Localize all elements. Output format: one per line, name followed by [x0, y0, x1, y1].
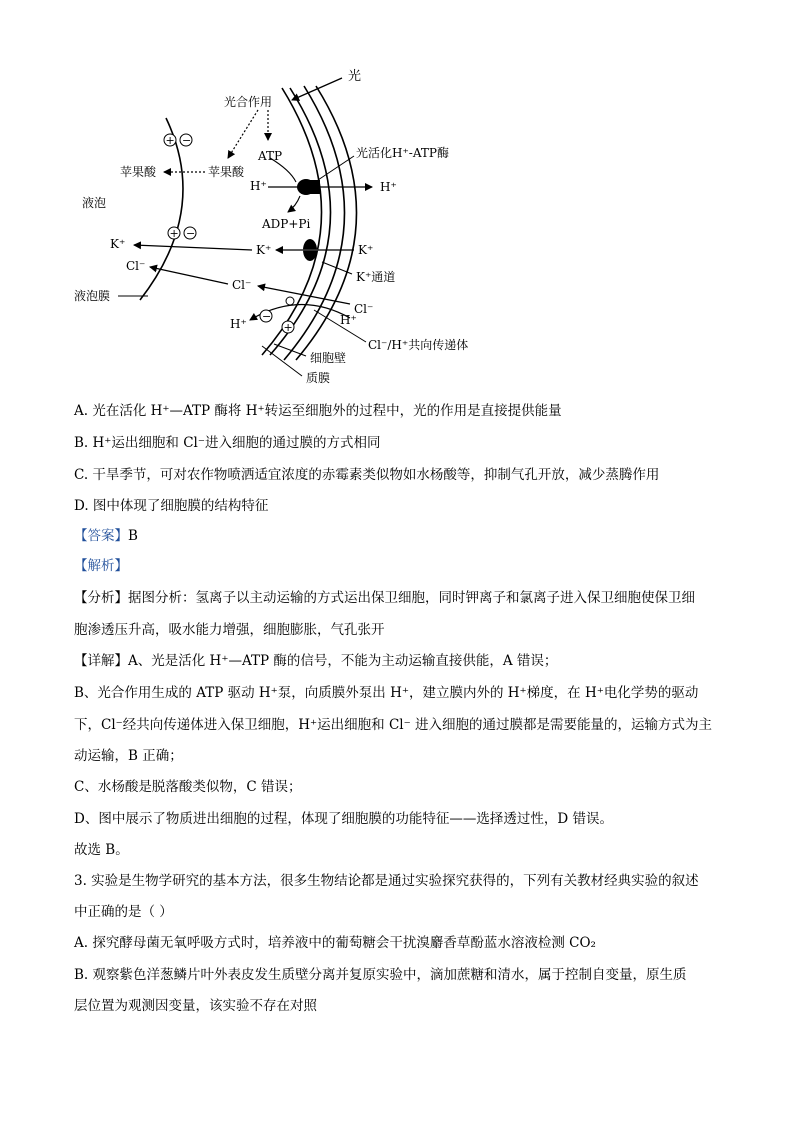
svg-text:+: +: [165, 134, 175, 147]
answer-line: [74, 527, 138, 545]
photosynthesis-label: 光合作用: [224, 95, 273, 109]
detail-line-7: 故选 B。: [74, 842, 129, 858]
k-middle-label: K⁺: [256, 243, 272, 257]
option-c: C. 干旱季节，可对农作物喷洒适宜浓度的赤霉素类似物如水杨酸等，抑制气孔开放，减少蒸腾作用: [74, 467, 660, 483]
answer-value: B: [128, 528, 138, 544]
tonoplast-label: 液泡膜: [74, 289, 111, 303]
detail-line-1: 【详解】A、光是活化 H⁺—ATP 酶的信号，不能为主动运输直接供能，A 错误；: [74, 653, 558, 669]
detail-line-4: 动运输，B 正确；: [74, 748, 183, 764]
cl-vacuole-label: Cl⁻: [126, 259, 146, 273]
analysis-label: 【解析】: [74, 558, 128, 574]
k-channel-label: K⁺通道: [356, 270, 396, 284]
guard-cell-transport-diagram: [0, 0, 794, 395]
malic-acid-right: 苹果酸: [208, 165, 245, 179]
question-3-option-b-line-2: 层位置为观测因变量，该实验不存在对照: [74, 998, 317, 1014]
pump-label: 光活化H⁺-ATP酶: [356, 146, 449, 160]
detail-line-6: D、图中展示了物质进出细胞的过程，体现了细胞膜的功能特征——选择透过性，D 错误。: [74, 811, 613, 827]
analysis-line-2: 胞渗透压升高，吸水能力增强，细胞膨胀，气孔张开: [74, 622, 385, 638]
detail-line-3: 下，Cl⁻经共向传递体进入保卫细胞，H⁺运出细胞和 Cl⁻ 进入细胞的通过膜都是需要能量的，运输方式为主: [74, 717, 713, 733]
answer-label: 【答案】: [74, 528, 128, 544]
option-b: B. H⁺运出细胞和 Cl⁻进入细胞的通过膜的方式相同: [74, 435, 381, 451]
detail-line-2: B、光合作用生成的 ATP 驱动 H⁺泵，向质膜外泵出 H⁺，建立膜内外的 H⁺梯度，在 H⁺电化学势的驱动: [74, 685, 699, 701]
cl-middle-label: Cl⁻: [232, 278, 252, 292]
analysis-line-1: 【分析】据图分析：氢离子以主动运输的方式运出保卫细胞，同时钾离子和氯离子进入保卫细胞使保卫细: [74, 590, 695, 606]
svg-text:+: +: [169, 227, 179, 240]
cell-wall-label: 细胞壁: [310, 351, 347, 365]
adp-pi-label: ADP+Pi: [262, 217, 311, 231]
k-outside-label: K⁺: [358, 243, 374, 257]
symporter-label: Cl⁻/H⁺共向传递体: [368, 338, 469, 352]
svg-text:+: +: [283, 321, 293, 334]
h-out-label: H⁺: [380, 180, 397, 194]
h-symport-inside-label: H⁺: [230, 317, 247, 331]
plasma-membrane-label: 质膜: [306, 371, 331, 385]
h-symport-outside-label: H⁺: [340, 313, 357, 327]
question-3-option-b-line-1: B. 观察紫色洋葱鳞片叶外表皮发生质壁分离并复原实验中，滴加蔗糖和清水，属于控制自变量，原生质: [74, 967, 687, 983]
vacuole-label: 液泡: [82, 196, 107, 210]
svg-text:−: −: [182, 134, 192, 147]
detail-line-5: C、水杨酸是脱落酸类似物，C 错误；: [74, 779, 302, 795]
svg-text:−: −: [262, 310, 272, 323]
svg-text:−: −: [186, 227, 196, 240]
light-label: 光: [348, 69, 362, 84]
option-d: D. 图中体现了细胞膜的结构特征: [74, 498, 269, 514]
question-3-line-1: 3. 实验是生物学研究的基本方法，很多生物结论都是通过实验探究获得的，下列有关教材经典实验的叙述: [74, 873, 699, 889]
k-vacuole-label: K⁺: [110, 237, 126, 251]
cl-outside-label: Cl⁻: [354, 302, 374, 316]
atp-label: ATP: [258, 149, 283, 163]
option-a: A. 光在活化 H⁺—ATP 酶将 H⁺转运至细胞外的过程中，光的作用是直接提供能量: [74, 403, 562, 419]
symporter-icon: [286, 297, 294, 305]
question-3-option-a: A. 探究酵母菌无氧呼吸方式时，培养液中的葡萄糖会干扰溴麝香草酚蓝水溶液检测 CO₂: [74, 935, 596, 951]
question-3-line-2: 中正确的是（ ）: [74, 904, 173, 920]
h-in-label: H⁺: [250, 179, 267, 193]
malic-acid-left: 苹果酸: [120, 165, 157, 179]
